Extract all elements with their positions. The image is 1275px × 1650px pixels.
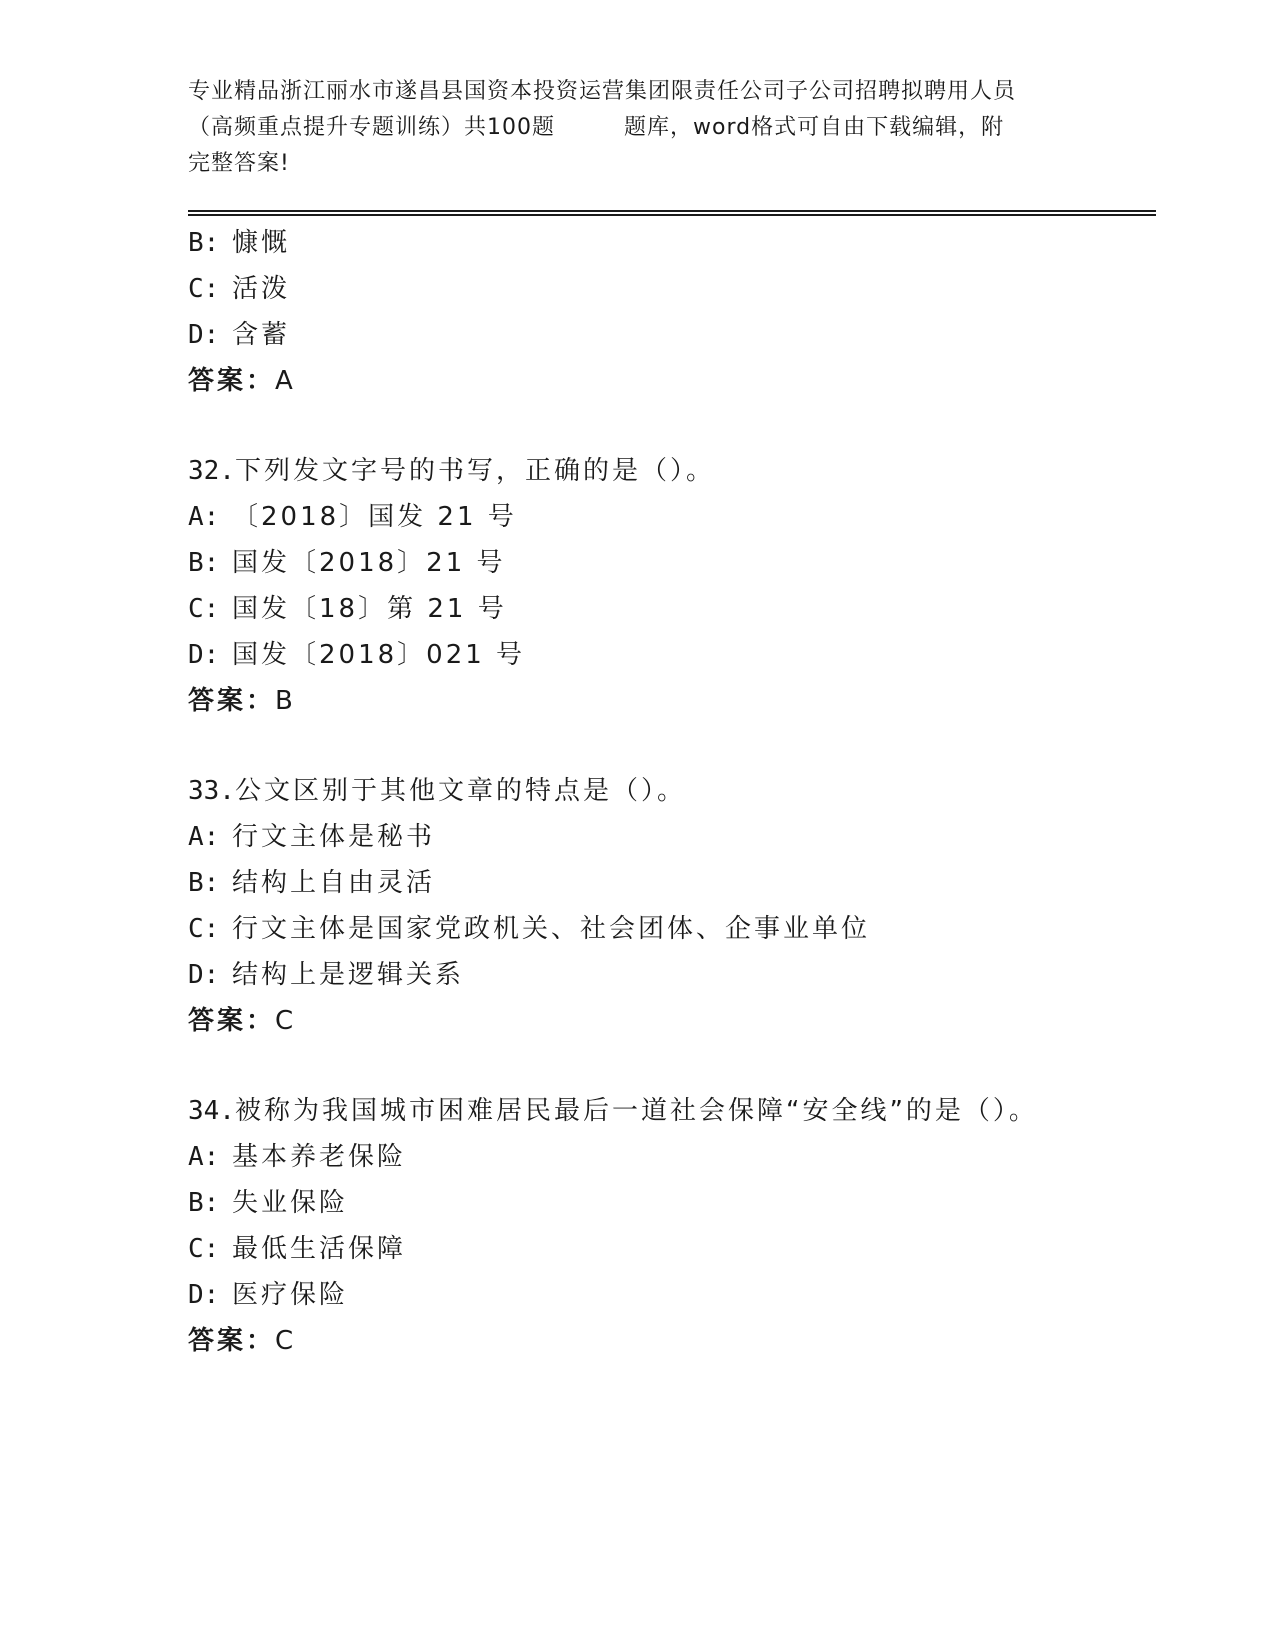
option-text: 〔2018〕国发 21 号 xyxy=(232,502,517,532)
option-letter: B: xyxy=(188,228,220,258)
option-text: 国发〔2018〕21 号 xyxy=(232,548,506,578)
question-spacer xyxy=(188,1044,1148,1088)
option-letter: C: xyxy=(188,274,220,304)
question-text: 下列发文字号的书写，正确的是（）。 xyxy=(234,456,715,486)
option-text: 基本养老保险 xyxy=(232,1142,407,1172)
header-line-2: （高频重点提升专题训练）共100题 题库，word格式可自由下载编辑，附 xyxy=(188,115,1005,140)
option-letter: B: xyxy=(188,1188,220,1218)
header-line-3: 完整答案! xyxy=(188,151,290,176)
question-number: 33. xyxy=(188,776,235,806)
question-block-33 xyxy=(188,768,1148,1044)
header-divider-line-bottom xyxy=(188,214,1156,216)
question-number: 34. xyxy=(188,1096,235,1126)
option-text: 失业保险 xyxy=(232,1188,349,1218)
option-row xyxy=(188,952,1148,998)
option-row xyxy=(188,540,1148,586)
option-letter: D: xyxy=(188,960,220,990)
document-header xyxy=(188,74,1088,182)
question-list xyxy=(188,220,1148,1364)
question-block-32 xyxy=(188,448,1148,724)
answer-value: A xyxy=(275,366,296,396)
question-text: 公文区别于其他文章的特点是（）。 xyxy=(234,776,686,806)
option-row xyxy=(188,1134,1148,1180)
answer-line xyxy=(188,1318,1148,1364)
answer-label: 答案： xyxy=(188,1006,276,1036)
option-row xyxy=(188,632,1148,678)
option-letter: A: xyxy=(188,1142,220,1172)
option-letter: A: xyxy=(188,822,220,852)
option-letter: B: xyxy=(188,868,220,898)
answer-label: 答案： xyxy=(188,1326,276,1356)
question-block-34 xyxy=(188,1088,1148,1364)
option-text: 行文主体是秘书 xyxy=(232,822,436,852)
option-text: 最低生活保障 xyxy=(232,1234,407,1264)
option-row xyxy=(188,494,1148,540)
question-stem xyxy=(188,768,1148,814)
option-row xyxy=(188,906,1148,952)
option-text: 国发〔2018〕021 号 xyxy=(232,640,526,670)
option-text: 医疗保险 xyxy=(232,1280,349,1310)
option-text: 慷慨 xyxy=(232,228,291,258)
answer-label: 答案： xyxy=(188,686,276,716)
option-row xyxy=(188,1226,1148,1272)
answer-label: 答案： xyxy=(188,366,276,396)
answer-line xyxy=(188,998,1148,1044)
option-letter: B: xyxy=(188,548,220,578)
option-row xyxy=(188,1272,1148,1318)
answer-line xyxy=(188,678,1148,724)
question-number: 32. xyxy=(188,456,235,486)
option-row xyxy=(188,814,1148,860)
option-row xyxy=(188,860,1148,906)
question-spacer xyxy=(188,724,1148,768)
question-stem xyxy=(188,448,1148,494)
option-letter: D: xyxy=(188,640,220,670)
answer-line xyxy=(188,358,1148,404)
option-letter: C: xyxy=(188,1234,220,1264)
option-text: 行文主体是国家党政机关、社会团体、企事业单位 xyxy=(232,914,871,944)
option-row xyxy=(188,312,1148,358)
option-row xyxy=(188,1180,1148,1226)
answer-value: B xyxy=(275,686,296,716)
option-row xyxy=(188,586,1148,632)
question-spacer xyxy=(188,404,1148,448)
header-divider xyxy=(188,210,1156,216)
header-divider-line-top xyxy=(188,210,1156,212)
option-letter: C: xyxy=(188,594,220,624)
option-letter: C: xyxy=(188,914,220,944)
option-letter: A: xyxy=(188,502,220,532)
option-text: 国发〔18〕第 21 号 xyxy=(232,594,507,624)
header-line-1: 专业精品浙江丽水市遂昌县国资本投资运营集团限责任公司子公司招聘拟聘用人员 xyxy=(188,79,1017,104)
option-row xyxy=(188,266,1148,312)
option-letter: D: xyxy=(188,1280,220,1310)
answer-value: C xyxy=(275,1326,297,1356)
option-text: 结构上自由灵活 xyxy=(232,868,436,898)
option-row xyxy=(188,220,1148,266)
question-stem xyxy=(188,1088,1148,1134)
option-letter: D: xyxy=(188,320,220,350)
question-text: 被称为我国城市困难居民最后一道社会保障“安全线”的是（）。 xyxy=(234,1096,1038,1126)
option-text: 含蓄 xyxy=(232,320,291,350)
prev-question-block xyxy=(188,220,1148,404)
answer-value: C xyxy=(275,1006,297,1036)
option-text: 活泼 xyxy=(232,274,291,304)
option-text: 结构上是逻辑关系 xyxy=(232,960,465,990)
